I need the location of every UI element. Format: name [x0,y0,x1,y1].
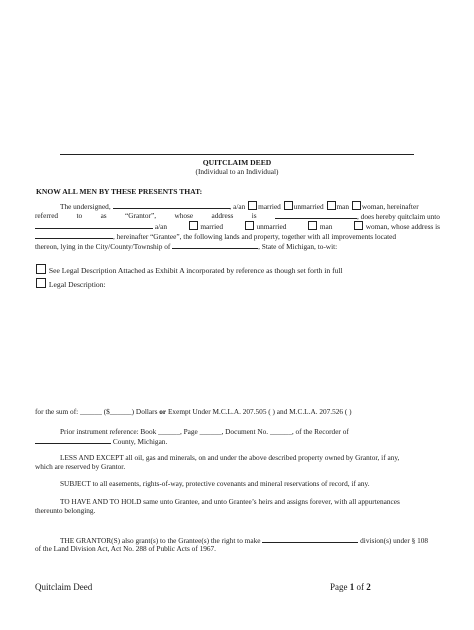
to-have-line1: TO HAVE AND TO HOLD same unto Grantee, and unto Grantee’s heirs and assigns forever, with all appurtenances [60,497,400,506]
grantor-address-field[interactable] [275,211,357,219]
grantee-man-checkbox[interactable] [308,221,317,230]
prior-reference-line1: Prior instrument reference: Book ______, Page ______, Document No. ______, of the Recorder of [60,427,349,436]
recorder-county-field[interactable] [35,436,111,444]
legal-description-option: Legal Description: [35,278,106,290]
p1-line2: referred to as “Grantor”, whose address is , does hereby quitclaim unto [35,211,440,221]
to-have-line2: thereunto belonging. [35,506,96,515]
know-all-men-heading: KNOW ALL MEN BY THESE PRESENTS THAT: [36,187,203,196]
grantee-woman-checkbox[interactable] [354,221,363,230]
grantor-married-checkbox[interactable] [248,201,257,210]
footer-page-indicator: Page 1 of 2 [330,582,371,592]
exhibit-a-checkbox[interactable] [36,264,46,274]
less-except-line1: LESS AND EXCEPT all oil, gas and minerals, on and under the above described property owned by Grantor, if any, [60,453,400,462]
grantor-right-line1: THE GRANTOR(S) also grant(s) to the Grantee(s) the right to make division(s) under § 108 [60,536,429,545]
grantor-right-line2: of the Land Division Act, Act No. 288 of Public Acts of 1967. [35,544,216,553]
top-rule [60,154,414,155]
grantor-woman-checkbox[interactable] [352,201,361,210]
exhibit-option: See Legal Description Attached as Exhibit A incorporated by reference as though set forth in full [35,264,343,276]
grantor-man-checkbox[interactable] [327,201,336,210]
p1-line1: The undersigned, , a/an married unmarried man woman, hereinafter [60,202,419,211]
grantor-unmarried-checkbox[interactable] [284,201,293,210]
document-subtitle: (Individual to an Individual) [195,167,279,176]
less-except-line2: which are reserved by Grantor. [35,462,126,471]
sum-line: for the sum of: ______ ($______) Dollars or Exempt Under M.C.L.A. 207.505 ( ) and M.C.L.A. 207.526 ( ) [35,407,352,416]
grantee-address-field[interactable] [35,231,113,239]
p1-line4: , hereinafter “Grantee”, the following lands and property, together with all improvements located [35,231,396,242]
p1-line3: a/an married unmarried man woman, whose address is [35,221,440,232]
subject-line: SUBJECT to all easements, rights-of-way, protective covenants and mineral reservations of record, if any. [60,479,370,488]
legal-description-checkbox[interactable] [36,278,46,288]
grantee-unmarried-checkbox[interactable] [245,221,254,230]
grantor-name-field[interactable] [113,201,230,209]
grantee-married-checkbox[interactable] [189,221,198,230]
municipality-field[interactable] [172,241,258,249]
footer-doc-name: Quitclaim Deed [35,582,93,592]
prior-reference-line2: County, Michigan. [35,436,167,447]
division-count-field[interactable] [262,535,358,543]
p1-line5: thereon, lying in the City/County/Township of , State of Michigan, to-wit: [35,242,338,251]
document-title: QUITCLAIM DEED [202,158,272,167]
grantee-name-field[interactable] [35,221,153,229]
